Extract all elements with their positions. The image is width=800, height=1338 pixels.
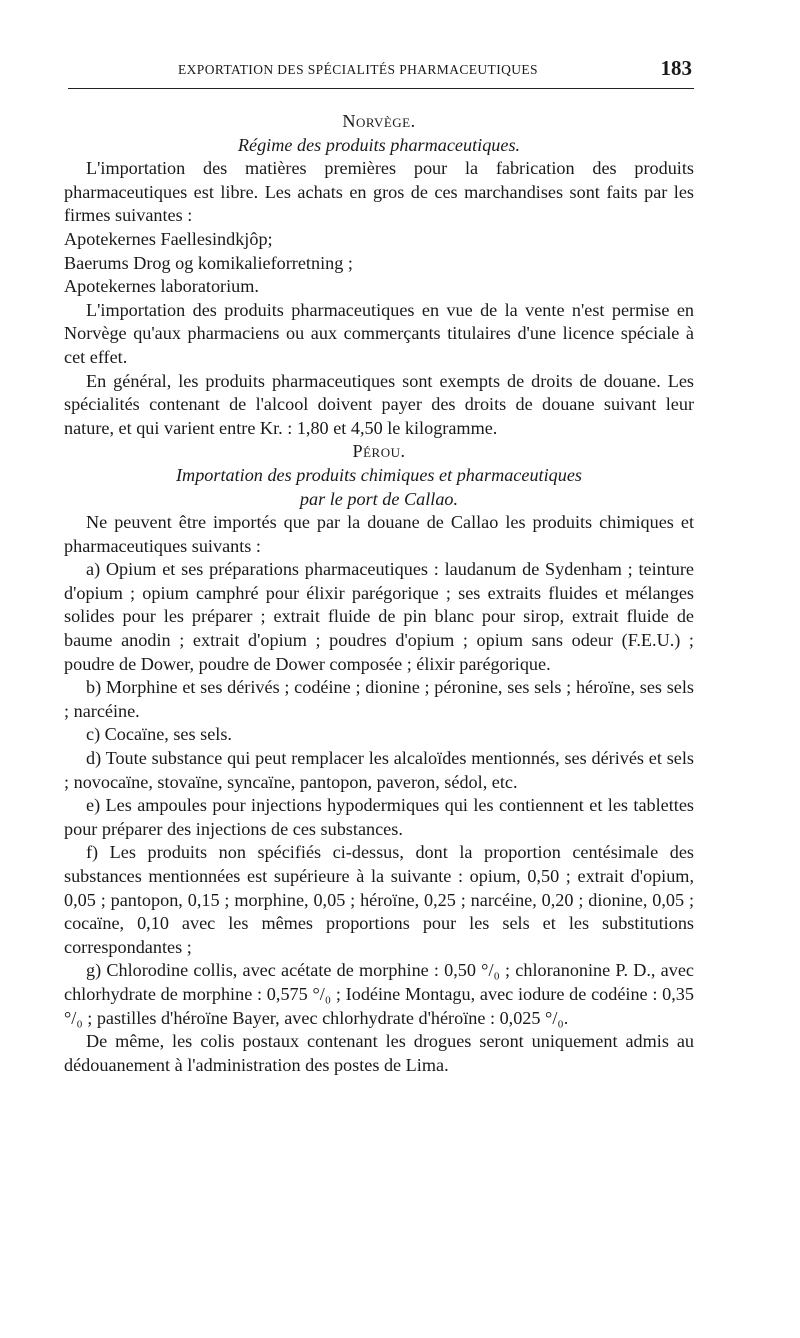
paragraph: L'importation des matières premières pour la fabrication des produits pharmaceutiques est libre. Les achats en gros de ces marchandises sont faits par les firmes suivantes :	[64, 158, 694, 226]
firm-list-item: Apotekernes Faellesindkjôp;	[64, 228, 273, 249]
firm-list-item: Baerums Drog og komikalieforretning ;	[64, 252, 353, 273]
firm-list-item: Apotekernes laboratorium.	[64, 276, 259, 297]
page-body	[64, 110, 694, 1077]
list-item: d) Toute substance qui peut remplacer les alcaloïdes mentionnés, ses dérivés et sels ; novocaïne, stovaïne, syncaïne, pantopon, paveron, sédol, etc.	[64, 748, 694, 792]
list-item: a) Opium et ses préparations pharmaceutiques : laudanum de Sydenham ; teinture d'opium ; opium camphré pour élixir parégorique ; ses extraits fluides et mélanges solides pour les préparer ; extrait fluide de pin blanc pour sirop, extrait fluide de baume anodin ; extrait d'opium ; poudres d'opium ; opium sans odeur (F.E.U.) ; poudre de Dower, poudre de Dower composée ; élixir parégorique.	[64, 559, 694, 674]
paragraph: De même, les colis postaux contenant les drogues seront uniquement admis au dédouanement à l'administration des postes de Lima.	[64, 1031, 694, 1075]
page-number: 183	[660, 56, 692, 80]
paragraph: Ne peuvent être importés que par la douane de Callao les produits chimiques et pharmaceutiques suivants :	[64, 512, 694, 556]
running-title: EXPORTATION DES SPÉCIALITÉS PHARMACEUTIQUES	[178, 62, 538, 77]
section-heading-norvege: Norvège.	[342, 111, 416, 131]
list-item: e) Les ampoules pour injections hypodermiques qui les contiennent et les tablettes pour préparer des injections de ces substances.	[64, 795, 694, 839]
section-subheading-norvege: Régime des produits pharmaceutiques.	[237, 134, 521, 155]
list-item: c) Cocaïne, ses sels.	[86, 724, 232, 745]
section-subheading-perou-line2: par le port de Callao.	[299, 488, 459, 509]
section-heading-perou: Pérou.	[352, 441, 406, 462]
paragraph: En général, les produits pharmaceutiques sont exempts de droits de douane. Les spécialités contenant de l'alcool doivent payer des droits de douane suivant leur nature, et qui varient entre Kr. : 1,80 et 4,50 le kilogramme.	[64, 370, 694, 438]
section-subheading-perou: Importation des produits chimiques et pharmaceutiques	[176, 464, 582, 485]
paragraph: L'importation des produits pharmaceutiques en vue de la vente n'est permise en Norvège qu'aux pharmaciens ou aux commerçants titulaires d'une licence spéciale à cet effet.	[64, 299, 694, 367]
list-item: f) Les produits non spécifiés ci-dessus, dont la proportion centésimale des substances mentionnées est supérieure à la suivante : opium, 0,50 ; extrait d'opium, 0,05 ; pantopon, 0,15 ; morphine, 0,05 ; héroïne, 0,25 ; narcéine, 0,20 ; dionine, 0,05 ; cocaïne, 0,10 avec les mêmes proportions pour les sels et les substitutions correspondantes ;	[64, 842, 694, 957]
running-header	[68, 58, 694, 89]
list-item: g) Chlorodine collis, avec acétate de morphine : 0,50 °/₀ ; chloranonine P. D., avec chlorhydrate de morphine : 0,575 °/₀ ; Iodéine Montagu, avec iodure de codéine : 0,35 °/₀ ; pastilles d'héroïne Bayer, avec chlorhydrate d'héroïne : 0,025 °/₀.	[64, 960, 694, 1028]
list-item: b) Morphine et ses dérivés ; codéine ; dionine ; péronine, ses sels ; héroïne, ses sels ; narcéine.	[64, 677, 694, 721]
